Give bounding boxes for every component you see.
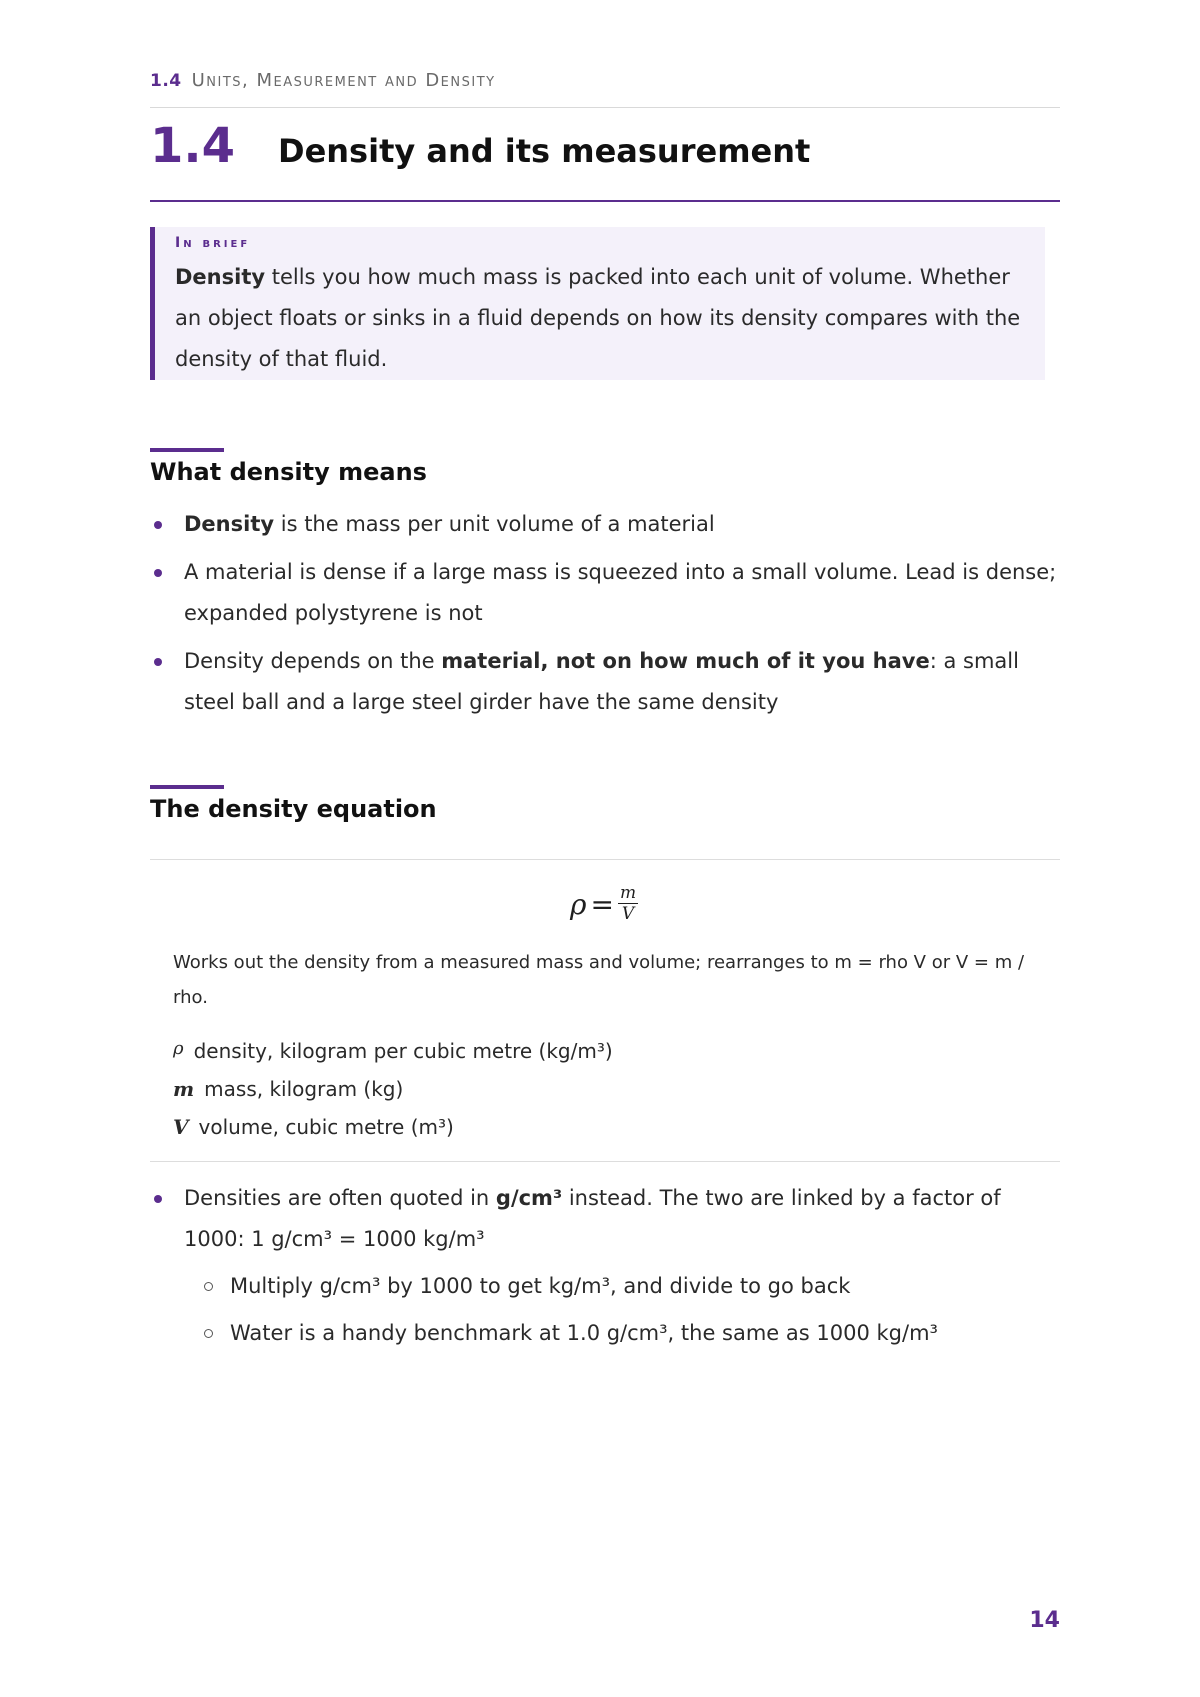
sub-list-item: Water is a handy benchmark at 1.0 g/cm³, the same as 1000 kg/m³: [184, 1313, 1065, 1354]
list-item: Density depends on the material, not on how much of it you have: a small steel ball and a large steel girder have the same density: [150, 641, 1065, 723]
formula-denominator: V: [621, 904, 635, 924]
in-brief-box: [150, 227, 1045, 380]
formula-fraction: [618, 885, 638, 923]
variable-symbol: m: [173, 1077, 195, 1101]
header-divider: [150, 107, 1060, 108]
variable-meaning: mass, kilogram (kg): [204, 1077, 404, 1101]
bullet-dot-icon: [154, 521, 162, 529]
equation-box-bottom-rule: [150, 1161, 1060, 1162]
variable-meaning: volume, cubic metre (m³): [198, 1115, 454, 1139]
equation-description: Works out the density from a measured mass and volume; rearranges to m = rho V or V = m / rho.: [173, 952, 1025, 1008]
list-item: Densities are often quoted in g/cm³ instead. The two are linked by a factor of 1000: 1 g/cm³ = 1000 kg/m³ Multiply g/cm³ by 1000 to get kg/m³, and divide to go back Water is a handy benchmark at 1.0 g/cm³, the same as 1000 kg/m³: [150, 1178, 1065, 1354]
heading-density-equation: The density equation: [150, 795, 437, 823]
section-title: Density and its measurement: [278, 132, 811, 170]
running-head: [150, 70, 496, 91]
title-divider: [150, 200, 1060, 202]
heading-what-density-means: What density means: [150, 458, 427, 486]
density-meaning-list: [150, 504, 1065, 730]
equation-box-top-rule: [150, 859, 1060, 860]
variable-list: [173, 1030, 613, 1146]
density-formula: [570, 885, 638, 923]
formula-lhs: ρ: [570, 887, 587, 921]
in-brief-body: tells you how much mass is packed into each unit of volume. Whether an object floats or sinks in a fluid depends on how its density compares with the density of that fluid.: [175, 265, 1021, 371]
in-brief-label: In brief: [175, 235, 251, 251]
units-note-list: [150, 1178, 1065, 1361]
formula-numerator: m: [619, 883, 637, 903]
list-item: A material is dense if a large mass is squeezed into a small volume. Lead is dense; expanded polystyrene is not: [150, 552, 1065, 634]
in-brief-lead: Density: [175, 265, 266, 289]
section-number: 1.4: [150, 118, 236, 174]
formula-equals: =: [590, 887, 614, 921]
list-item: Density is the mass per unit volume of a material: [150, 504, 1065, 545]
variable-row: [173, 1070, 613, 1108]
page: [150, 0, 1060, 1697]
bullet-dot-icon: [154, 569, 162, 577]
hollow-bullet-icon: [204, 1282, 213, 1291]
hollow-bullet-icon: [204, 1329, 213, 1338]
units-sub-list: [184, 1266, 1065, 1354]
variable-meaning: density, kilogram per cubic metre (kg/m³): [193, 1039, 613, 1063]
page-number: 14: [1029, 1608, 1060, 1633]
variable-symbol: V: [173, 1115, 189, 1139]
running-head-number: 1.4: [150, 71, 182, 91]
running-head-title: Units, Measurement and Density: [191, 70, 496, 91]
section-accent-bar: [150, 448, 224, 452]
bullet-dot-icon: [154, 1195, 162, 1203]
variable-row: [173, 1108, 613, 1146]
section-accent-bar: [150, 785, 224, 789]
sub-list-item: Multiply g/cm³ by 1000 to get kg/m³, and divide to go back: [184, 1266, 1065, 1307]
bullet-dot-icon: [154, 658, 162, 666]
variable-symbol: ρ: [173, 1038, 184, 1059]
variable-row: [173, 1030, 613, 1070]
in-brief-text: [175, 257, 1033, 380]
